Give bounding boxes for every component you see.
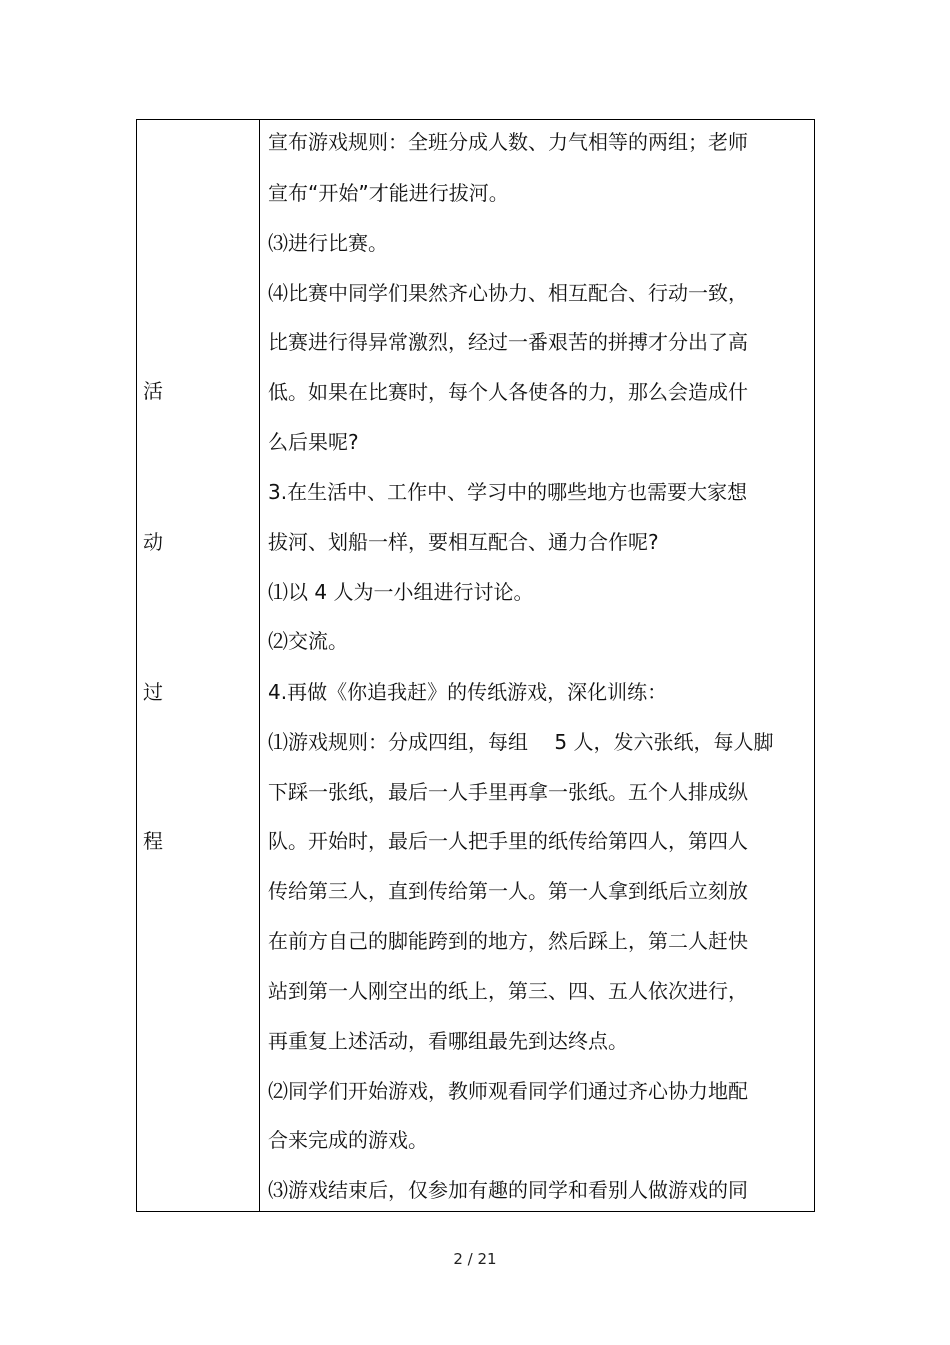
text-line: 4.再做《你追我赶》的传纸游戏，深化训练： xyxy=(268,680,668,704)
text-line: 传给第三人，直到传给第一人。第一人拿到纸后立刻放 xyxy=(268,879,748,903)
text-line: ⑴以 4 人为一小组进行讨论。 xyxy=(268,580,534,604)
text-line: 合来完成的游戏。 xyxy=(268,1128,428,1152)
text-line: 下踩一张纸，最后一人手里再拿一张纸。五个人排成纵 xyxy=(268,780,748,804)
table-label-column xyxy=(137,120,260,1211)
label-char: 程 xyxy=(143,829,163,853)
page-number: 2 / 21 xyxy=(453,1250,497,1268)
text-line: 比赛进行得异常激烈，经过一番艰苦的拼搏才分出了高 xyxy=(268,330,748,354)
text-line: ⑵同学们开始游戏，教师观看同学们通过齐心协力地配 xyxy=(268,1079,748,1103)
text-line: ⑵交流。 xyxy=(268,629,348,653)
text-line: 宣布“开始”才能进行拔河。 xyxy=(268,181,509,205)
label-char: 过 xyxy=(143,680,163,704)
text-line: 站到第一人刚空出的纸上，第三、四、五人依次进行， xyxy=(268,979,748,1003)
text-line: 拔河、划船一样，要相互配合、通力合作呢? xyxy=(268,530,659,554)
label-char: 活 xyxy=(143,379,163,403)
label-char: 动 xyxy=(143,530,163,554)
text-line: 么后果呢? xyxy=(268,430,359,454)
text-line: 3.在生活中、工作中、学习中的哪些地方也需要大家想 xyxy=(268,480,748,504)
text-line: ⑷比赛中同学们果然齐心协力、相互配合、行动一致， xyxy=(268,281,748,305)
text-line: 在前方自己的脚能跨到的地方，然后踩上，第二人赶快 xyxy=(268,929,748,953)
text-line: ⑶游戏结束后，仅参加有趣的同学和看别人做游戏的同 xyxy=(268,1178,748,1202)
table-content-column xyxy=(268,120,806,1211)
text-line: 低。如果在比赛时，每个人各使各的力，那么会造成什 xyxy=(268,380,748,404)
text-line: 队。开始时，最后一人把手里的纸传给第四人，第四人 xyxy=(268,829,748,853)
lesson-table xyxy=(136,119,815,1212)
text-line: 再重复上述活动，看哪组最先到达终点。 xyxy=(268,1029,628,1053)
text-line: 宣布游戏规则：全班分成人数、力气相等的两组；老师 xyxy=(268,130,748,154)
text-line: ⑶进行比赛。 xyxy=(268,231,388,255)
text-line: ⑴游戏规则：分成四组，每组 5 人，发六张纸，每人脚 xyxy=(268,730,774,754)
